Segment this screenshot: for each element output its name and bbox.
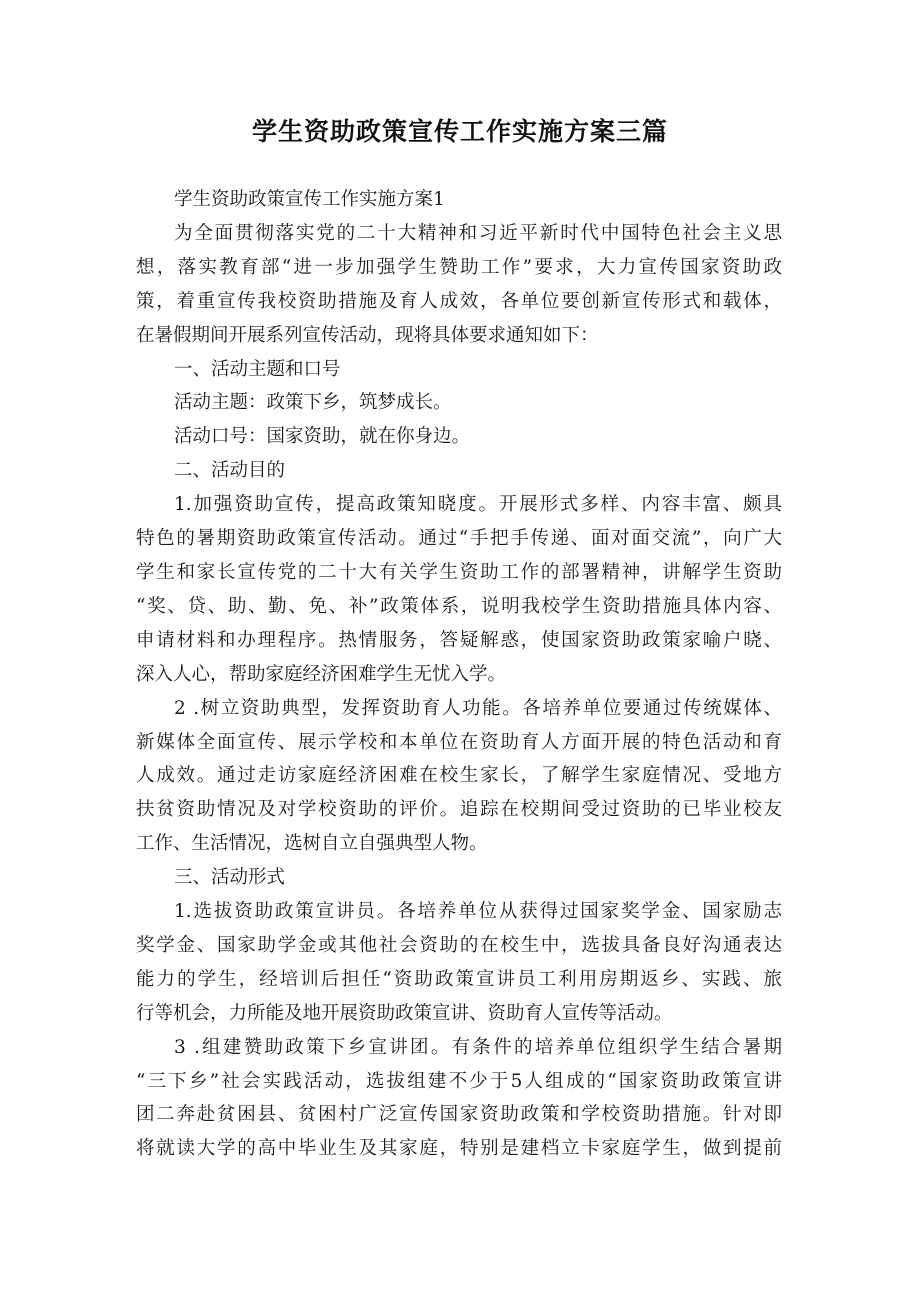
text-line: “奖、贷、助、勤、免、补”政策体系，说明我校学生资助措施具体内容、 [136,595,782,617]
document-title: 学生资助政策宣传工作实施方案三篇 [251,117,668,146]
text-line: 在暑假期间开展系列宣传活动，现将具体要求通知如下： [136,324,599,346]
text-line: 行等机会，力所能及地开展资助政策宣讲、资助育人宣传等活动。 [136,1002,673,1024]
text-line: 团二奔赴贫困县、贫困村广泛宣传国家资助政策和学校资助措施。针对即 [136,1104,782,1126]
text-line: 申请材料和办理程序。热情服务，答疑解惑，使国家资助政策家喻户晓、 [136,629,782,651]
text-line: 1.加强资助宣传，提高政策知晓度。开展形式多样、内容丰富、颇具 [174,494,782,516]
text-line: 二、活动目的 [174,460,286,482]
text-line: 深入人心，帮助家庭经济困难学生无忧入学。 [136,663,507,685]
text-line: 新媒体全面宣传、展示学校和本单位在资助育人方面开展的特色活动和育 [136,731,782,753]
text-line: 学生和家长宣传党的二十大有关学生资助工作的部署精神，讲解学生资助 [136,561,782,583]
text-line: 特色的暑期资助政策宣传活动。通过“手把手传递、面对面交流”，向广大 [136,528,782,550]
text-line: 一、活动主题和口号 [174,358,341,380]
text-line: 扶贫资助情况及对学校资助的评价。追踪在校期间受过资助的已毕业校友 [136,799,782,821]
text-line: “三下乡”社会实践活动，选拔组建不少于5人组成的“国家资助政策宣讲 [136,1070,782,1092]
text-line: 奖学金、国家助学金或其他社会资助的在校生中，选拔具备良好沟通表达 [136,934,782,956]
text-line: 人成效。通过走访家庭经济困难在校生家长，了解学生家庭情况、受地方 [136,765,782,787]
text-line: 学生资助政策宣传工作实施方案1 [174,189,445,210]
text-line: 将就读大学的高中毕业生及其家庭，特别是建档立卡家庭学生，做到提前 [136,1138,782,1160]
text-line: 活动口号：国家资助，就在你身边。 [174,426,471,448]
text-line: 1.选拔资助政策宣讲员。各培养单位从获得过国家奖学金、国家励志 [174,901,782,923]
text-line: 工作、生活情况，选树自立自强典型人物。 [136,833,488,855]
text-line: 2 .树立资助典型，发挥资助育人功能。各培养单位要通过传统媒体、 [174,697,782,719]
text-line: 策，着重宣传我校资助措施及育人成效，各单位要创新宣传形式和载体， [136,290,782,312]
text-line: 能力的学生，经培训后担任“资助政策宣讲员工利用房期返乡、实践、旅 [136,968,782,990]
text-line: 活动主题：政策下乡，筑梦成长。 [174,392,452,414]
document-body [136,183,782,1166]
text-line: 为全面贯彻落实党的二十大精神和习近平新时代中国特色社会主义思 [174,222,782,244]
text-line: 3 .组建赞助政策下乡宣讲团。有条件的培养单位组织学生结合暑期 [174,1036,782,1058]
text-line: 三、活动形式 [174,867,286,889]
text-line: 想，落实教育部“进一步加强学生赞助工作”要求，大力宣传国家资助政 [136,256,782,278]
